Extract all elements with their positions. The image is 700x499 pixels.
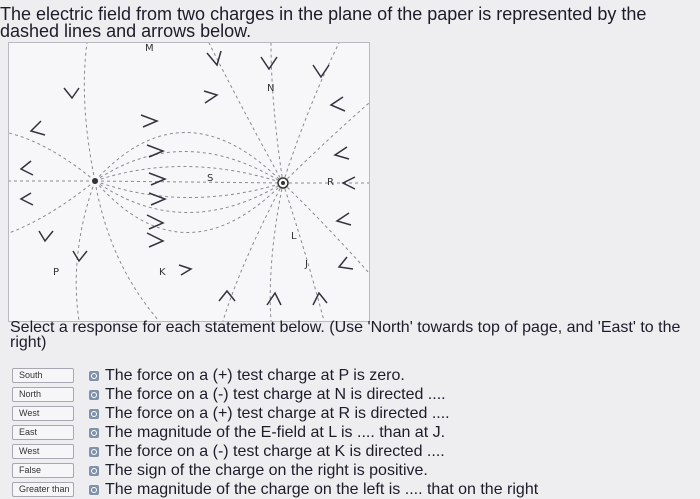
question-intro: The electric field from two charges in the plane of the paper is represented by the dashed lines and arrows below. xyxy=(0,4,647,41)
field-line xyxy=(95,166,283,183)
label-J: J xyxy=(305,259,308,270)
label-R: R xyxy=(327,177,334,188)
statement-text-2: The force on a (-) test charge at N is directed .... xyxy=(105,385,446,403)
field-line xyxy=(270,183,283,321)
arrow xyxy=(141,115,157,127)
label-N: N xyxy=(267,83,275,94)
arrow xyxy=(313,293,327,305)
arrow xyxy=(337,213,351,225)
arrow xyxy=(147,215,163,229)
field-line xyxy=(9,133,95,181)
select-arrow-icon[interactable] xyxy=(89,409,99,419)
statement-row-1 xyxy=(12,366,538,385)
statement-text-3: The force on a (+) test charge at R is directed .... xyxy=(105,404,450,422)
statement-list xyxy=(12,366,538,499)
arrow xyxy=(21,193,33,205)
field-line xyxy=(9,181,95,233)
label-K: K xyxy=(159,267,166,278)
field-line xyxy=(283,183,324,321)
arrow xyxy=(73,251,87,261)
arrow xyxy=(261,57,277,69)
statement-row-6 xyxy=(12,461,538,480)
arrow xyxy=(149,193,165,205)
field-line xyxy=(283,103,369,183)
label-M: M xyxy=(145,43,154,54)
arrow xyxy=(147,145,163,157)
field-line xyxy=(95,181,283,233)
arrow xyxy=(149,173,165,185)
field-diagram xyxy=(8,42,370,322)
arrow xyxy=(64,88,79,98)
field-line xyxy=(76,181,95,321)
field-line xyxy=(95,181,283,183)
arrow xyxy=(331,97,345,111)
answer-select-1[interactable]: South xyxy=(12,368,74,383)
label-S: S xyxy=(207,173,214,184)
statement-text-6: The sign of the charge on the right is positive. xyxy=(105,461,428,479)
arrow xyxy=(335,147,349,159)
select-arrow-icon[interactable] xyxy=(89,428,99,438)
field-line xyxy=(223,183,283,321)
answer-select-6[interactable]: False xyxy=(12,463,74,478)
right-charge-center xyxy=(281,181,285,185)
arrow xyxy=(147,233,163,247)
field-lines-svg xyxy=(9,43,369,321)
answer-select-7[interactable]: Greater than xyxy=(12,482,74,497)
field-line xyxy=(95,151,283,183)
statement-row-5 xyxy=(12,442,538,461)
field-line xyxy=(84,43,95,181)
answer-select-5[interactable]: West xyxy=(12,444,74,459)
field-line xyxy=(95,181,283,198)
select-arrow-icon[interactable] xyxy=(89,466,99,476)
field-line xyxy=(283,183,369,273)
arrow xyxy=(179,265,191,275)
arrow xyxy=(21,161,33,175)
arrow xyxy=(204,91,217,103)
arrow xyxy=(339,257,353,269)
answer-select-3[interactable]: West xyxy=(12,406,74,421)
arrow xyxy=(267,293,281,305)
select-arrow-icon[interactable] xyxy=(89,447,99,457)
statement-text-1: The force on a (+) test charge at P is zero. xyxy=(105,366,405,384)
statement-text-5: The force on a (-) test charge at K is directed .... xyxy=(105,442,445,460)
arrow xyxy=(313,65,329,77)
statement-text-4: The magnitude of the E-field at L is .... than at J. xyxy=(105,423,446,441)
statement-row-4 xyxy=(12,423,538,442)
answer-select-4[interactable]: East xyxy=(12,425,74,440)
select-arrow-icon[interactable] xyxy=(89,390,99,400)
arrow xyxy=(39,231,53,241)
field-line xyxy=(283,43,339,183)
statement-row-2 xyxy=(12,385,538,404)
select-arrow-icon[interactable] xyxy=(89,371,99,381)
select-arrow-icon[interactable] xyxy=(89,485,99,495)
instructions: Select a response for each statement below. (Use 'North' towards top of page, and 'East' to the right) xyxy=(10,319,681,351)
arrow xyxy=(31,121,45,135)
label-P: P xyxy=(53,267,60,278)
label-L: L xyxy=(291,231,297,242)
left-charge xyxy=(92,178,98,184)
statement-row-3 xyxy=(12,404,538,423)
statement-row-7 xyxy=(12,480,538,499)
statement-text-7: The magnitude of the charge on the left is .... that on the right xyxy=(105,480,539,498)
answer-select-2[interactable]: North xyxy=(12,387,74,402)
field-line xyxy=(95,181,159,321)
